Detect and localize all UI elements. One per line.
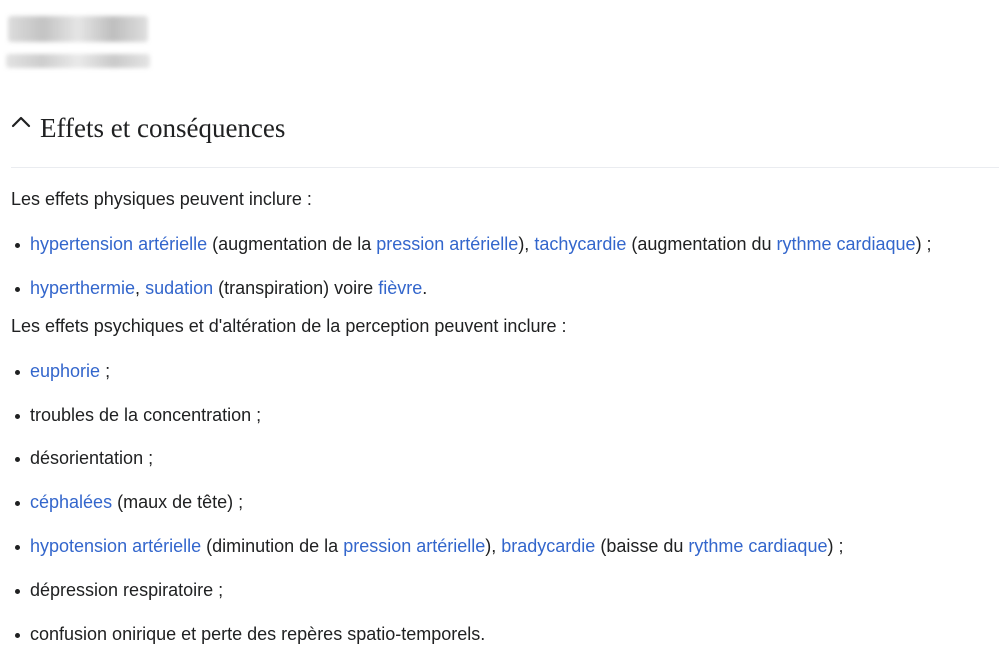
link-rythme-cardiaque[interactable]: rythme cardiaque — [688, 535, 828, 556]
link-rythme-cardiaque[interactable]: rythme cardiaque — [776, 234, 916, 254]
list-item-text: dépression respiratoire ; — [30, 579, 224, 600]
link-hypertension-arterielle[interactable]: hypertension artérielle — [30, 234, 208, 254]
link-pression-arterielle[interactable]: pression artérielle — [343, 535, 486, 556]
list-item-text: . — [422, 277, 428, 298]
list-item-text: (baisse du — [595, 535, 689, 556]
list-item-text: confusion onirique et perte des repères spatio-temporels. — [30, 623, 486, 644]
link-cephalees[interactable]: céphalées — [30, 492, 113, 513]
list-item — [11, 533, 991, 559]
list-item — [11, 621, 991, 647]
physical-effects-list — [11, 231, 991, 301]
blurred-title-placeholder — [8, 16, 148, 42]
link-pression-arterielle[interactable]: pression artérielle — [376, 234, 519, 254]
list-item-text: (transpiration) voire — [213, 277, 379, 298]
section-title: Effets et conséquences — [40, 113, 286, 143]
list-item-text: ), — [485, 535, 502, 556]
list-item-text: ) ; — [827, 535, 844, 556]
list-item-text: (maux de tête) ; — [112, 492, 244, 513]
list-item — [11, 358, 991, 384]
list-item-text: (diminution de la — [201, 535, 344, 556]
chevron-up-icon[interactable] — [11, 113, 31, 129]
list-item-text: , — [135, 277, 146, 298]
link-sudation[interactable]: sudation — [145, 277, 214, 298]
list-item — [11, 231, 991, 257]
list-item-text: (augmentation du — [626, 234, 777, 254]
link-hyperthermie[interactable]: hyperthermie — [30, 277, 136, 298]
section-content — [11, 180, 991, 653]
list-item — [11, 275, 991, 301]
list-item-text: (augmentation de la — [207, 234, 377, 254]
list-item — [11, 577, 991, 603]
link-bradycardie[interactable]: bradycardie — [501, 535, 596, 556]
blurred-subtitle-placeholder — [6, 54, 150, 68]
list-item — [11, 445, 991, 471]
link-tachycardie[interactable]: tachycardie — [534, 234, 627, 254]
link-hypotension-arterielle[interactable]: hypotension artérielle — [30, 535, 202, 556]
list-item — [11, 489, 991, 515]
link-euphorie[interactable]: euphorie — [30, 360, 101, 381]
psychic-effects-intro: Les effets psychiques et d'altération de la perception peuvent inclure : — [11, 315, 567, 336]
list-item-text: désorientation ; — [30, 448, 154, 469]
psychic-effects-list — [11, 358, 991, 647]
list-item-text: ; — [100, 360, 111, 381]
list-item-text: troubles de la concentration ; — [30, 404, 262, 425]
list-item — [11, 402, 991, 428]
section-header[interactable] — [11, 108, 999, 168]
list-item-text: ) ; — [915, 234, 932, 254]
link-fievre[interactable]: fièvre — [378, 277, 423, 298]
blurred-page-header — [6, 10, 150, 72]
list-item-text: ), — [518, 234, 535, 254]
physical-effects-intro: Les effets physiques peuvent inclure : — [11, 189, 312, 209]
